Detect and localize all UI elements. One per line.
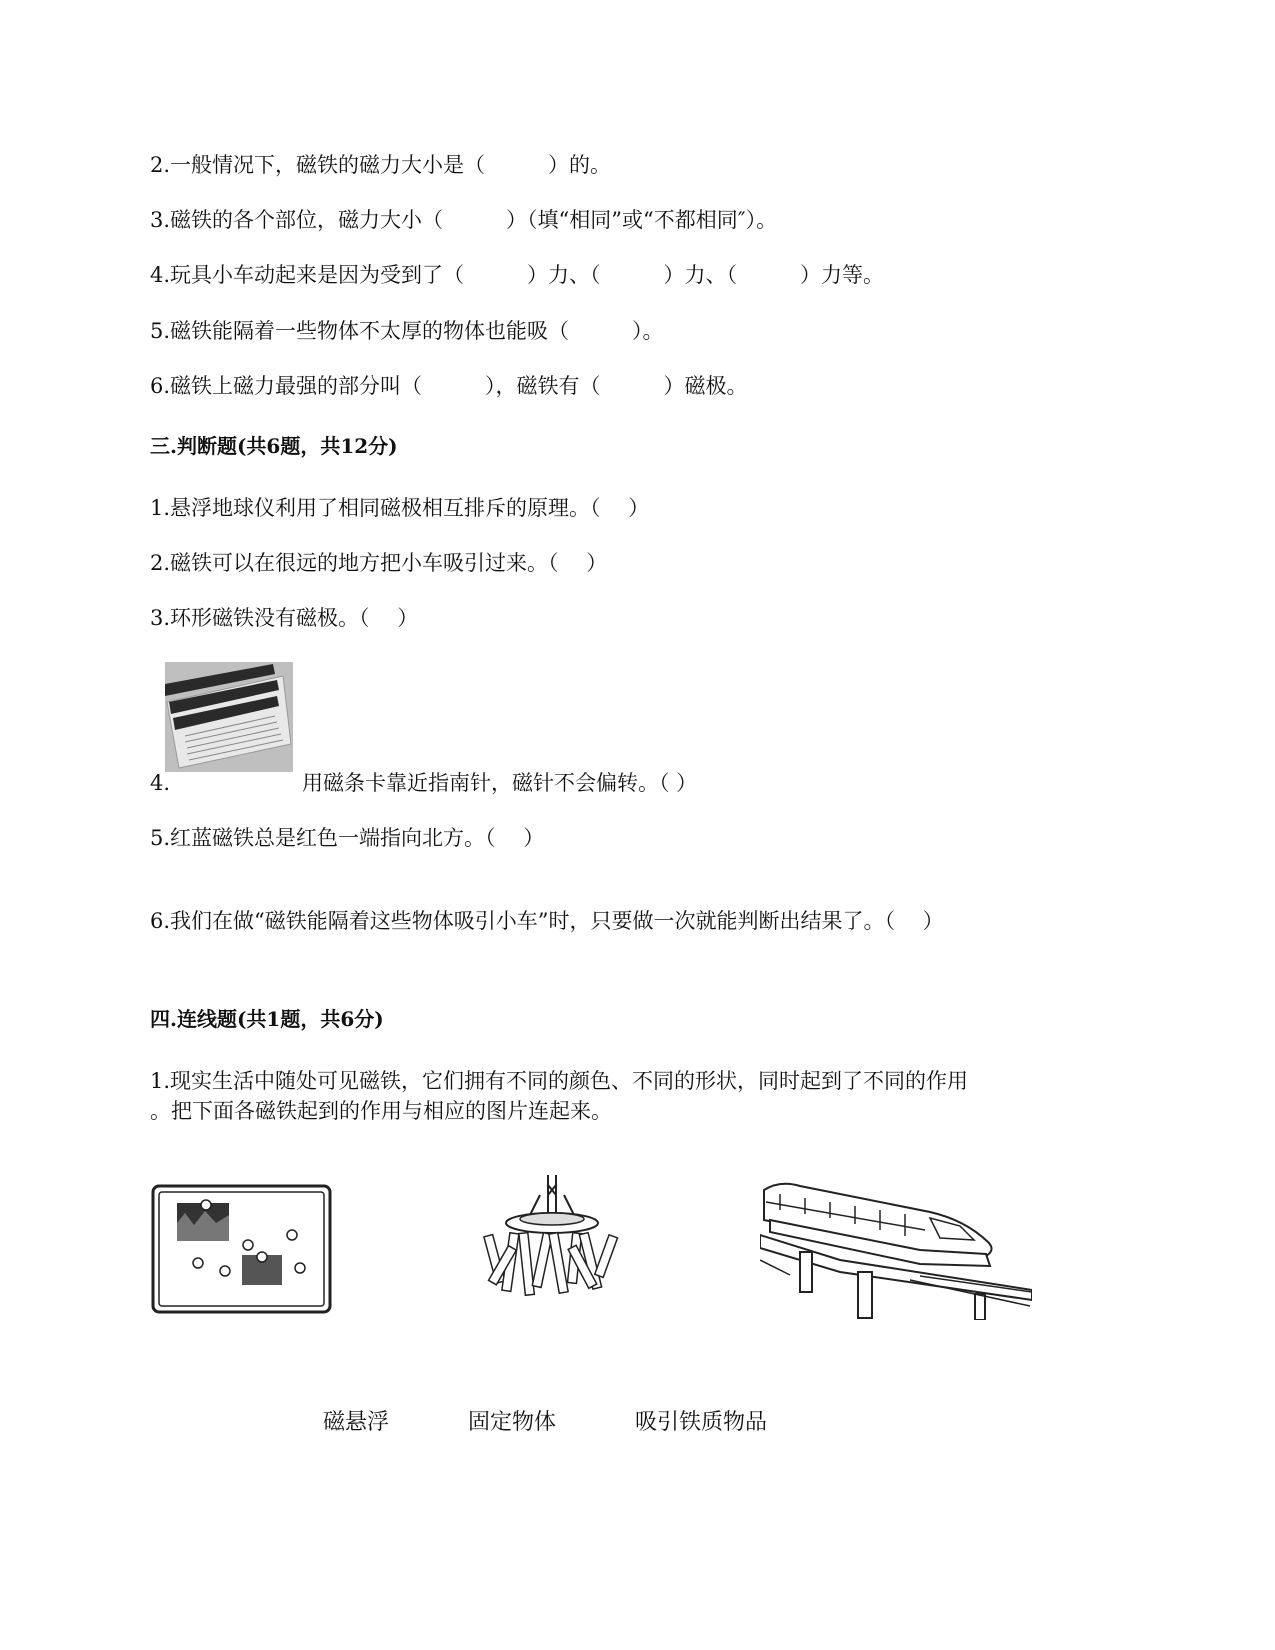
question-judge-5: 5.红蓝磁铁总是红色一端指向北方。（ ） xyxy=(150,826,545,850)
question-fill-6: 6.磁铁上磁力最强的部分叫（ ），磁铁有（ ）磁极。 xyxy=(150,374,748,398)
question-judge-4-text: 用磁条卡靠近指南针，磁针不会偏转。（ ） xyxy=(302,771,698,795)
question-fill-2: 2.一般情况下，磁铁的磁力大小是（ ）的。 xyxy=(150,153,612,177)
question-fill-4: 4.玩具小车动起来是因为受到了（ ）力、（ ）力、（ ）力等。 xyxy=(150,263,885,287)
section-heading-judgement: 三.判断题(共6题，共12分) xyxy=(150,434,398,458)
magnetic-card-image xyxy=(165,662,293,772)
match-option-fix-objects: 固定物体 xyxy=(468,1410,557,1435)
crane-magnet-image xyxy=(470,1175,640,1320)
question-judge-6: 6.我们在做“磁铁能隔着这些物体吸引小车”时，只要做一次就能判断出结果了。（ ） xyxy=(150,909,944,933)
question-match-1-line1: 1.现实生活中随处可见磁铁，它们拥有不同的颜色、不同的形状，同时起到了不同的作用 xyxy=(150,1069,969,1093)
section-heading-matching: 四.连线题(共1题，共6分) xyxy=(150,1007,384,1031)
question-judge-3: 3.环形磁铁没有磁极。（ ） xyxy=(150,606,419,630)
question-match-1-line2: 。把下面各磁铁起到的作用与相应的图片连起来。 xyxy=(150,1099,612,1123)
question-fill-3: 3.磁铁的各个部位，磁力大小（ ）（填“相同”或“不都相同″）。 xyxy=(150,208,778,232)
match-option-maglev: 磁悬浮 xyxy=(323,1410,390,1435)
maglev-train-icon xyxy=(760,1180,1032,1320)
question-judge-4-number: 4. xyxy=(150,771,171,795)
question-fill-5: 5.磁铁能隔着一些物体不太厚的物体也能吸（ ）。 xyxy=(150,319,664,343)
maglev-train-image xyxy=(760,1180,1032,1320)
whiteboard-icon xyxy=(150,1183,335,1318)
whiteboard-image xyxy=(150,1183,335,1318)
crane-magnet-icon xyxy=(470,1175,640,1320)
match-option-attract-iron: 吸引铁质物品 xyxy=(635,1410,768,1435)
question-judge-1: 1.悬浮地球仪利用了相同磁极相互排斥的原理。（ ） xyxy=(150,496,650,520)
question-judge-2: 2.磁铁可以在很远的地方把小车吸引过来。（ ） xyxy=(150,551,608,575)
magnetic-card-icon xyxy=(165,662,293,772)
